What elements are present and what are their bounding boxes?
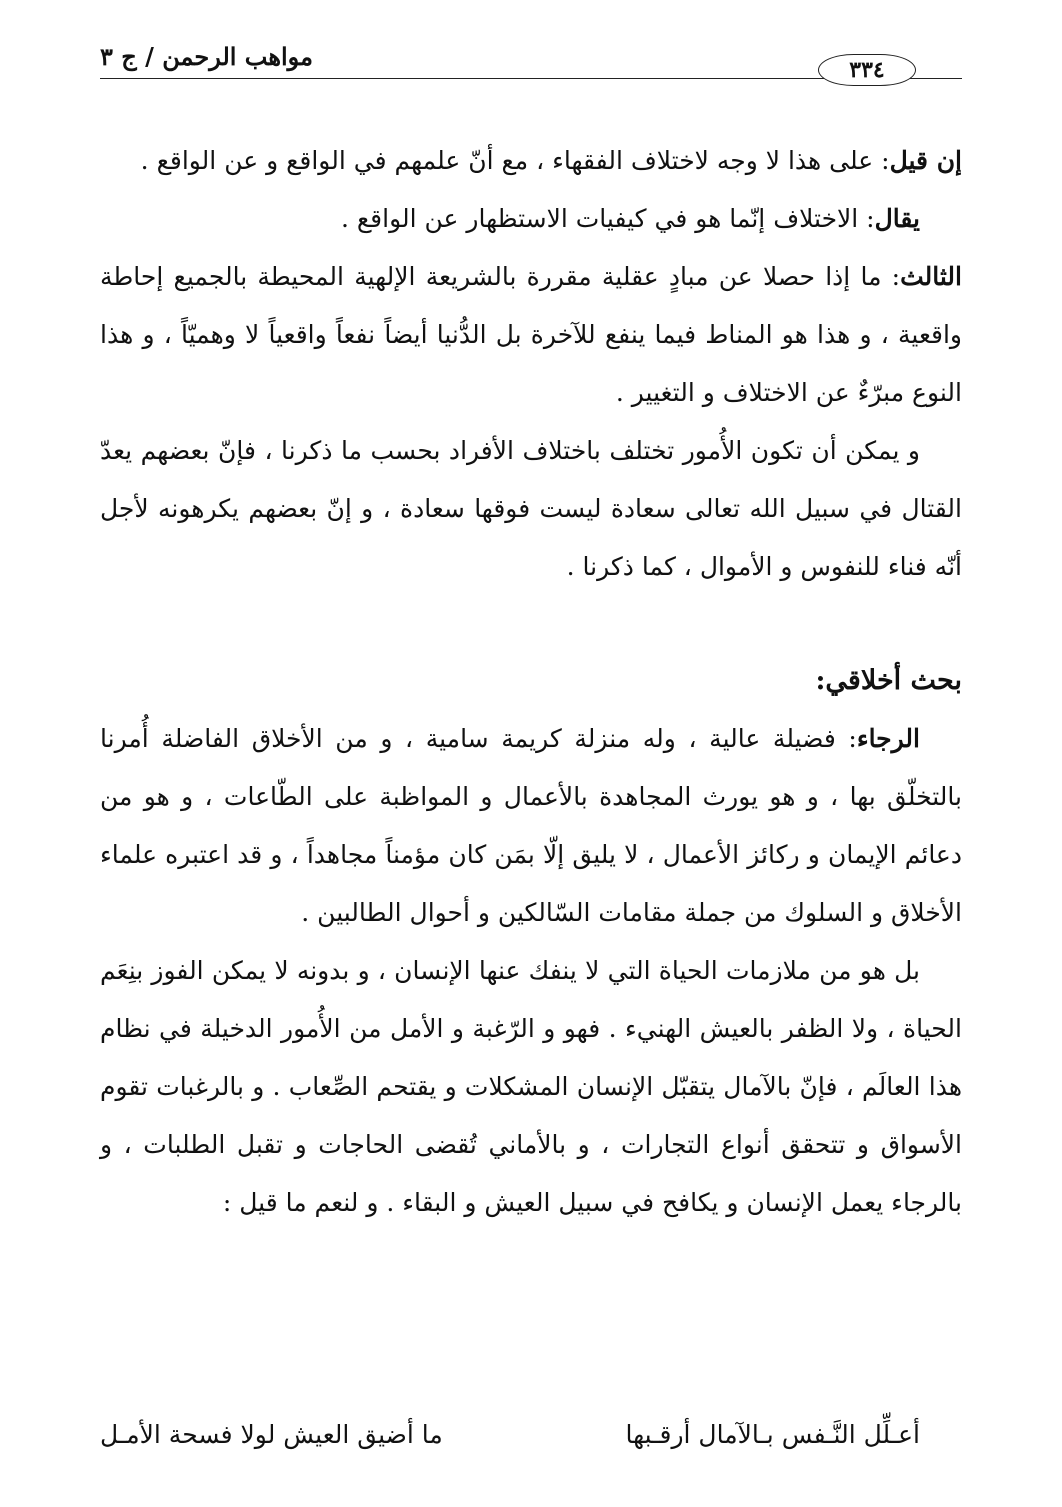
paragraph-text: : ما إذا حصلا عن مبادٍ عقلية مقررة بالشريعة الإلهية المحيطة بالجميع إحاطة واقعية ، و هذا هو المناط فيما ينفع للآخرة بل الدُّنيا أيضاً نفعاً واقعياً لا وهميّاً ، و هذا النوع مبرّءٌ عن الاختلاف و التغيير . [100,262,962,407]
page-body [100,132,962,1232]
section-spacer [100,596,962,652]
page-header [100,36,962,84]
paragraph-lead: الرجاء [856,724,920,753]
poem-first-hemistich: أعـلِّل النَّـفس بـالآمال أرقـبها [625,1420,920,1449]
paragraph-hope [100,710,962,942]
running-title: مواهب الرحمن / ج ٣ [100,42,313,71]
paragraph-lead: إن قيل [889,146,962,175]
paragraph-text: : فضيلة عالية ، وله منزلة كريمة سامية ، و من الأخلاق الفاضلة أُمرنا بالتخلّق بها ، و هو يورث المجاهدة بالأعمال و المواظبة على الطّاعات ، و هو من دعائم الإيمان و ركائز الأعمال ، لا يليق إلّا بمَن كان مؤمناً مجاهداً ، و قد اعتبره علماء الأخلاق و السلوك من جملة مقامات السّالكين و أحوال الطالبين . [100,724,962,927]
paragraph-objection [100,132,962,190]
paragraph-reply [100,190,962,248]
page-number-badge: ٣٣٤ [818,54,916,86]
paragraph-individual-differences [100,422,962,596]
paragraph-text: و يمكن أن تكون الأُمور تختلف باختلاف الأفراد بحسب ما ذكرنا ، فإنّ بعضهم يعدّ القتال في سبيل الله تعالى سعادة ليست فوقها سعادة ، و إنّ بعضهم يكرهونه لأجل أنّه فناء للنفوس و الأموال ، كما ذكرنا . [100,436,962,581]
paragraph-lead: الثالث [900,262,962,291]
section-heading: بحث أخلاقي: [815,665,962,696]
paragraph-text: : على هذا لا وجه لاختلاف الفقهاء ، مع أنّ علمهم في الواقع و عن الواقع . [140,146,890,175]
paragraph-text: بل هو من ملازمات الحياة التي لا ينفك عنها الإنسان ، و بدونه لا يمكن الفوز بنِعَم الحياة ، ولا الظفر بالعيش الهنيء . فهو و الرّغبة و الأمل من الأُمور الدخيلة في نظام هذا العالَم ، فإنّ بالآمال يتقبّل الإنسان المشكلات و يقتحم الصِّعاب . و بالرغبات تقوم الأسواق و تتحقق أنواع التجارات ، و بالأماني تُقضى الحاجات و تقبل الطلبات ، و بالرجاء يعمل الإنسان و يكافح في سبيل العيش و البقاء . و لنعم ما قيل : [100,956,962,1217]
poem-second-hemistich: ما أضيق العيش لولا فسحة الأمـل [100,1420,443,1449]
poem-verse [100,1406,962,1464]
paragraph-text: : الاختلاف إنّما هو في كيفيات الاستظهار عن الواقع . [340,204,875,233]
paragraph-lead: يقال [874,204,920,233]
paragraph-life-necessity [100,942,962,1232]
paragraph-third [100,248,962,422]
